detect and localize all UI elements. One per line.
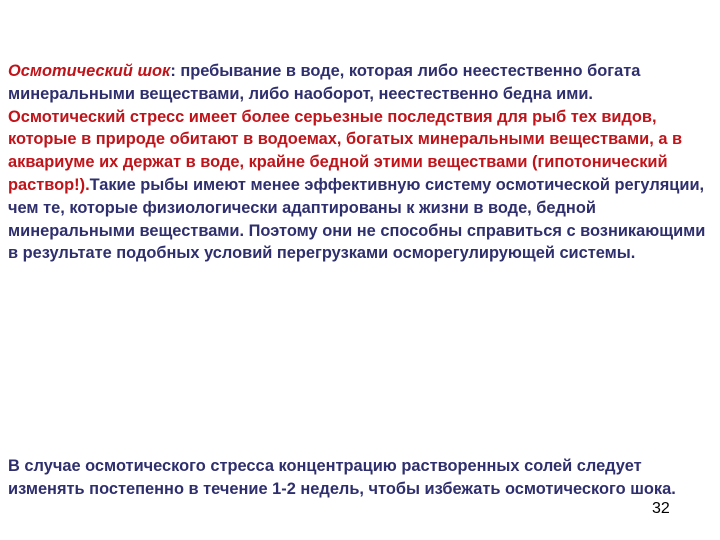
definition-text: : пребывание в воде, которая либо неестественно богата минеральными веществами, либо наоборот, неестественно бедна ими. — [8, 62, 641, 103]
page-number: 32 — [652, 500, 670, 517]
term-osmotic-shock: Осмотический шок — [8, 62, 171, 80]
paragraph-osmotic-shock — [8, 60, 708, 265]
explanation-text: Такие рыбы имеют менее эффективную систему осмотической регуляции, чем те, которые физиологически адаптированы к жизни в воде, бедной минеральными веществами. Поэтому они не способны справиться с возникающими в результате подобных условий перегрузками осморегулирующей системы. — [8, 175, 706, 263]
emphasis-text: Осмотический стресс имеет более серьезные последствия для рыб тех видов, которые в природе обитают в водоемах, богатых минеральными веществами, а в аквариуме их держат в воде, крайне бедной этими веществами (гипотонический раствор!). — [8, 107, 683, 194]
paragraph-recommendation: В случае осмотического стресса концентрацию растворенных солей следует изменять постепенно в течение 1-2 недель, чтобы избежать осмотического шока. — [8, 457, 676, 498]
